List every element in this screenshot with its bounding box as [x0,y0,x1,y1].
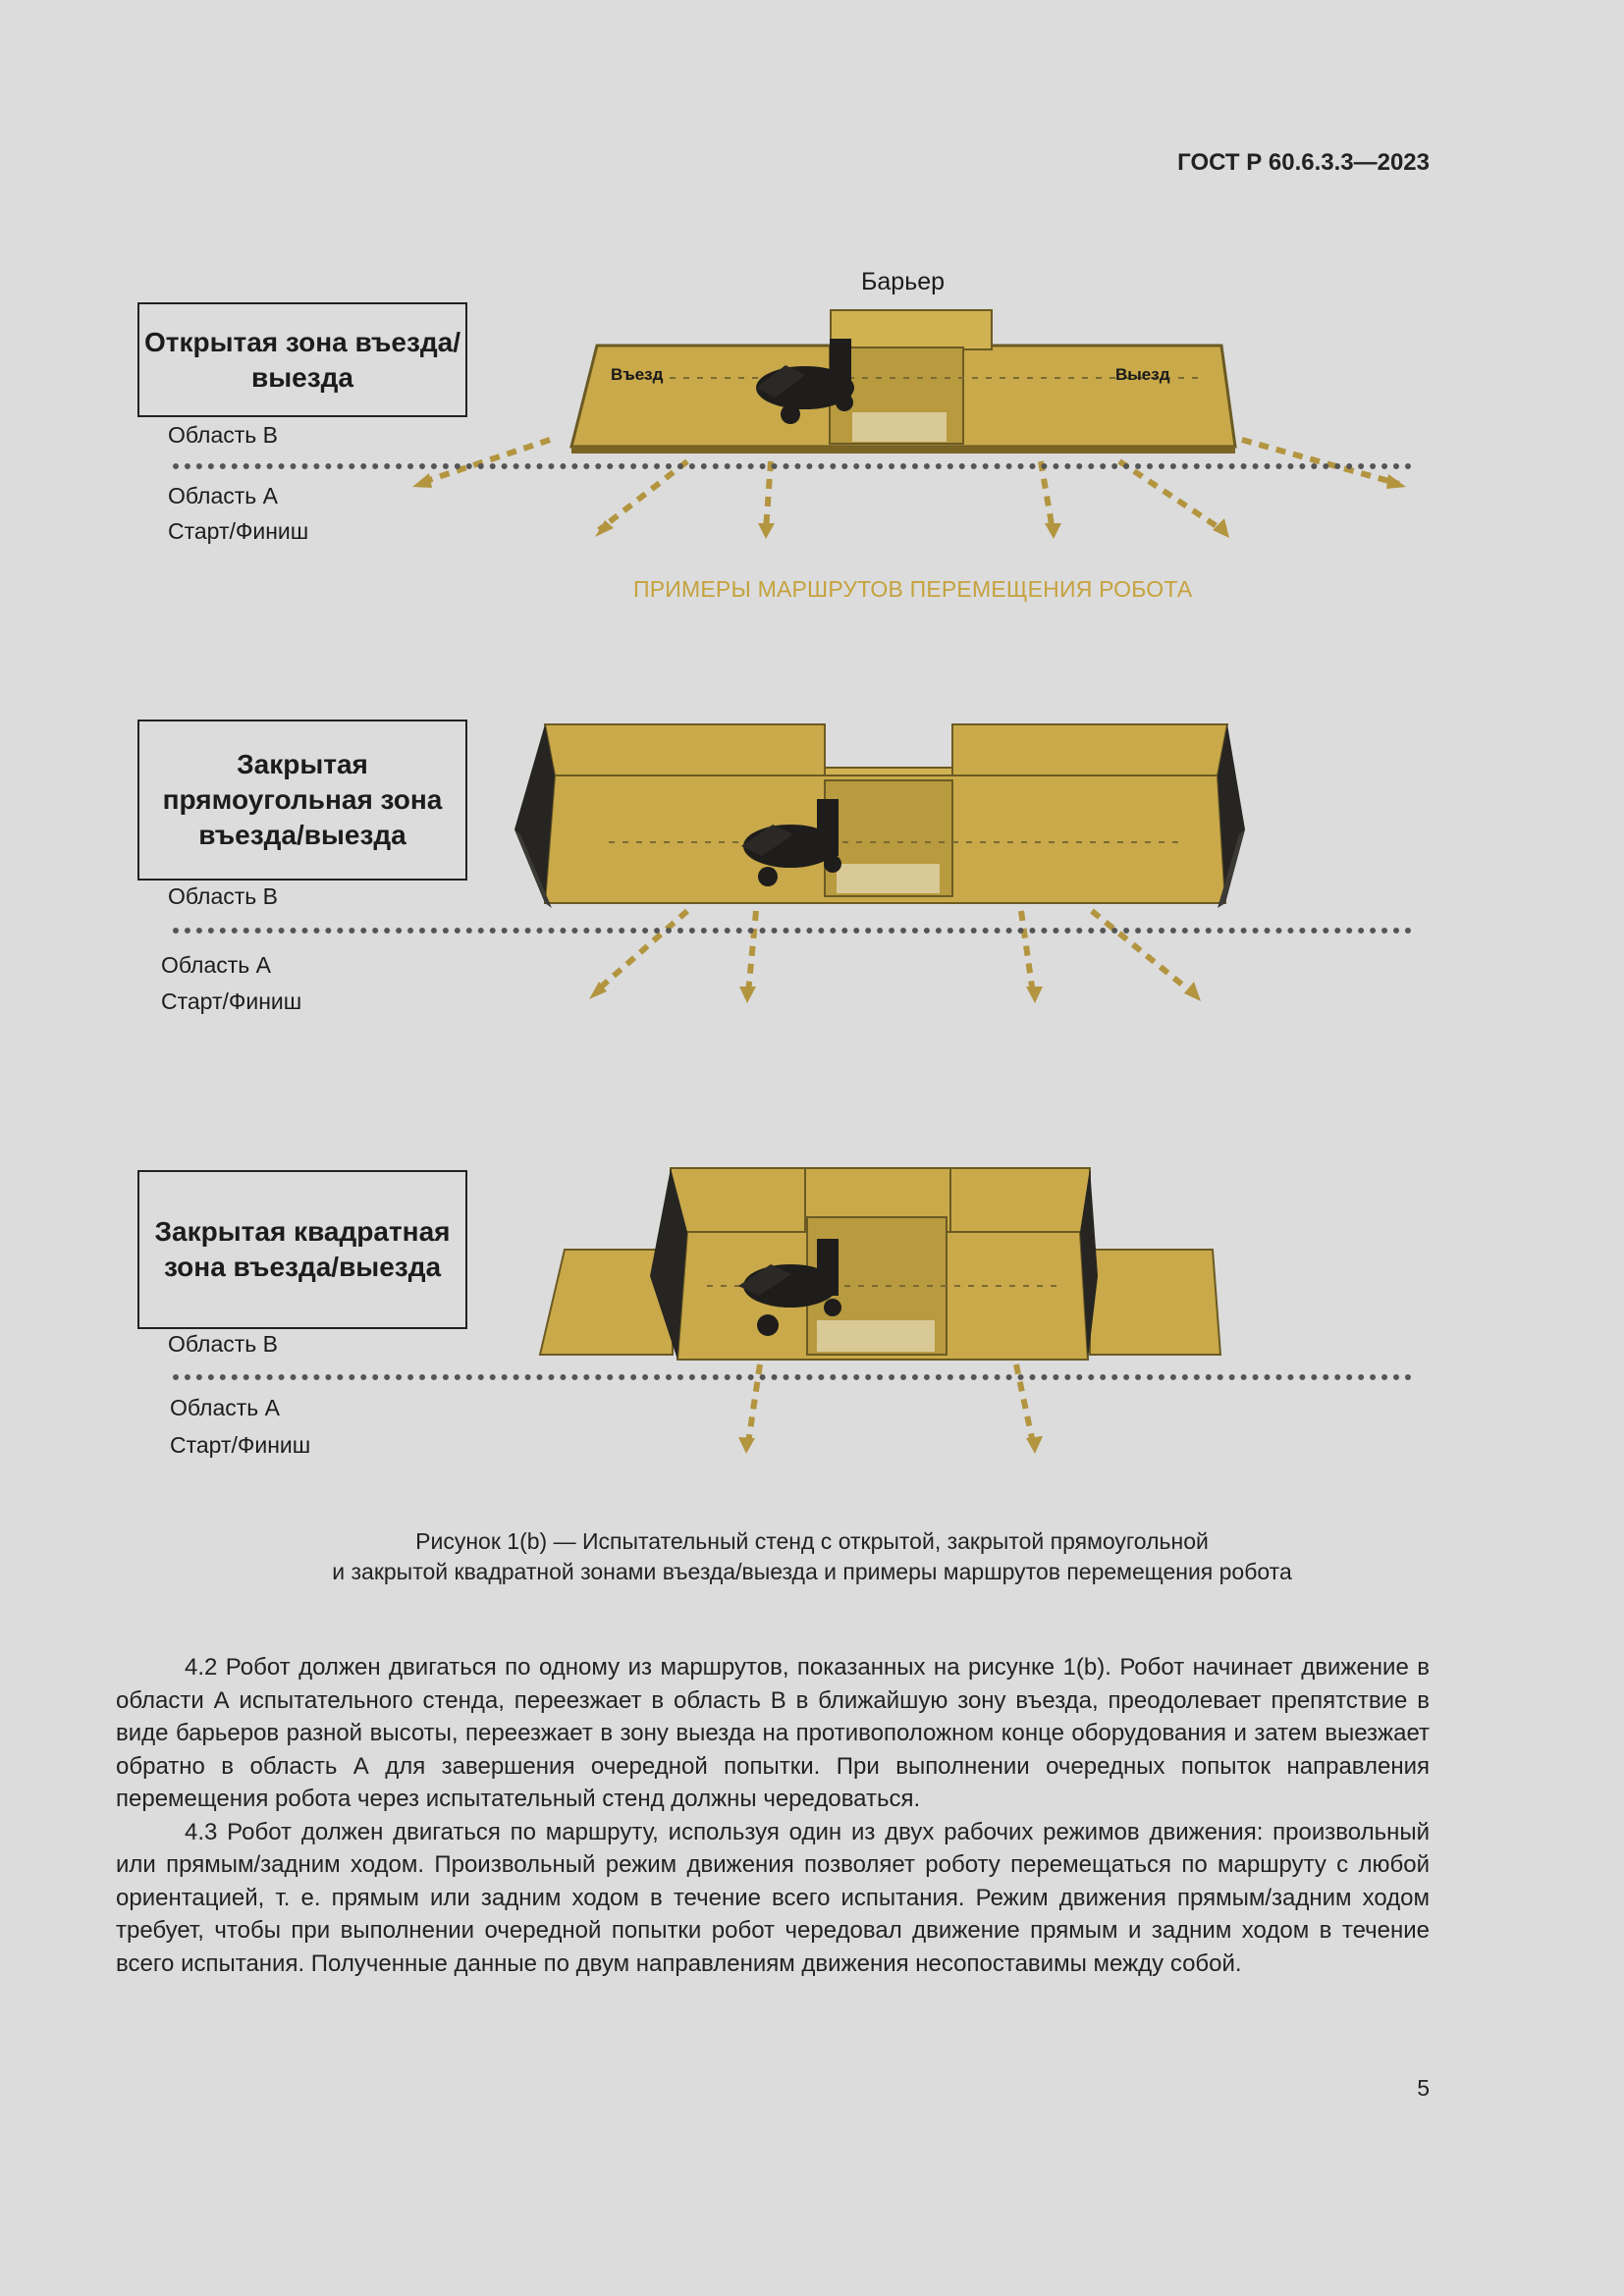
panel-title-closed-square: Закрытая квадратная зона въезда/выезда [137,1170,467,1329]
start-finish-label: Старт/Финиш [161,988,302,1014]
figure-caption [0,1526,1624,1587]
paragraph-4-2: 4.2 Робот должен двигаться по одному из маршрутов, показанных на рисунке 1(b). Робот начинает движение в области А испытательного стенда, переезжает в область B в ближайшую зону въезда, преодолевает препятствие в виде барьеров разной высоты, переезжает в зону выезда на противоположном конце оборудования и затем выезжает обратно в область А для завершения очередной попытки. При выполнении очередных попыток направления перемещения робота через испытательный стенд должны чередоваться. [116,1654,1430,1812]
area-a-label: Область А [161,952,271,978]
body-text [116,1651,1430,1980]
page-number: 5 [1417,2075,1430,2101]
area-boundary-line [173,1374,1412,1380]
panel-title-open: Открытая зона въезда/выезда [137,302,467,417]
side-platform-right [1090,1250,1220,1355]
document-code: ГОСТ Р 60.6.3.3—2023 [1177,149,1430,176]
figure-caption-line2: и закрытой квадратной зонами въезда/выезда и примеры маршрутов перемещения робота [332,1559,1292,1584]
barrier-label: Барьер [861,268,946,295]
paragraph-4-3: 4.3 Робот должен двигаться по маршруту, используя один из двух рабочих режимов движения: произвольный или прямым/задним ходом. Произвольный режим движения позволяет роботу перемещаться по маршруту с любой ориентацией, т. е. прямым или задним ходом в течение всего испытания. Режим движения прямым/задним ходом требует, чтобы при выполнении очередной попытки робот чередовал движение прямым и задним ходом в течение всего испытания. Полученные данные по двум направлениям движения несопоставимы между собой. [116,1818,1430,1977]
figure-caption-line1: Рисунок 1(b) — Испытательный стенд с открытой, закрытой прямоугольной [415,1528,1209,1554]
area-b-label: Область B [168,883,278,909]
area-a-label: Область А [168,483,278,508]
entry-label: Въезд [611,365,664,384]
panel-title-closed-rectangular: Закрытая прямоугольная зона въезда/выезда [137,720,467,881]
exit-label: Выезд [1115,365,1170,384]
start-finish-label: Старт/Финиш [170,1432,311,1458]
area-b-label: Область B [168,1331,278,1357]
start-finish-label: Старт/Финиш [168,518,309,544]
area-a-label: Область А [170,1395,280,1420]
routes-caption: ПРИМЕРЫ МАРШРУТОВ ПЕРЕМЕЩЕНИЯ РОБОТА [633,576,1193,602]
area-b-label: Область B [168,422,278,448]
